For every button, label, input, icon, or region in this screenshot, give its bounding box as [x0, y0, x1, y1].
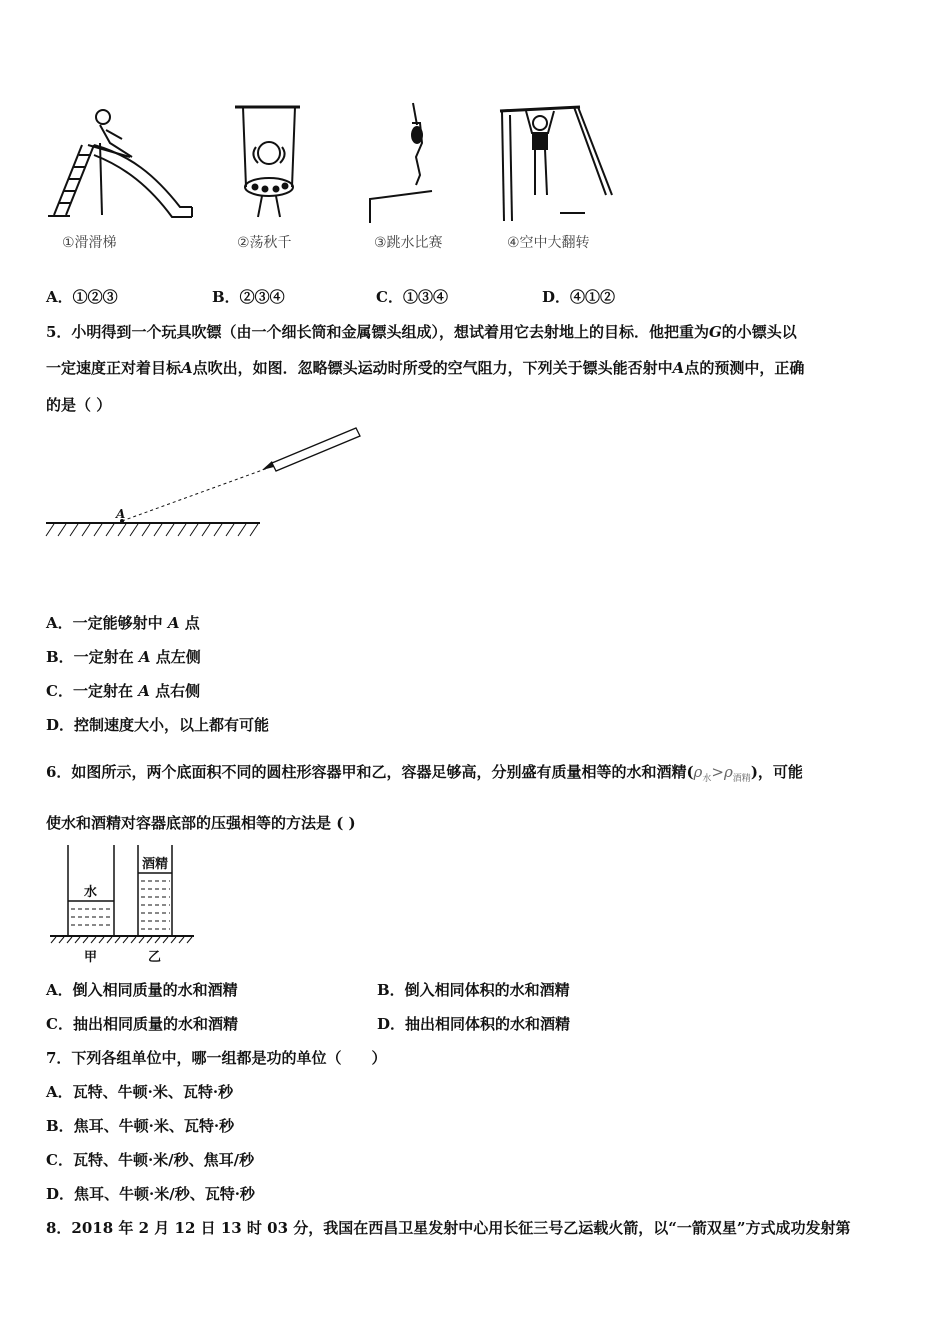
caption-swing: ②荡秋千 [237, 235, 292, 251]
q4-option-a[interactable]: A．①②③ [46, 288, 118, 306]
q6-option-d[interactable]: D．抽出相同体积的水和酒精 [377, 1015, 571, 1033]
caption-diving: ③跳水比赛 [374, 235, 443, 251]
swing-figure [235, 107, 300, 217]
q4-figures [40, 95, 640, 230]
q7-stem: 7．下列各组单位中，哪一组都是功的单位（ ） [46, 1049, 387, 1067]
q7-option-c[interactable]: C．瓦特、牛顿·米/秒、焦耳/秒 [46, 1151, 255, 1169]
target-a-label: A [116, 507, 126, 521]
q4-option-d[interactable]: D．④①② [542, 288, 616, 306]
q6-option-a[interactable]: A．倒入相同质量的水和酒精 [46, 981, 238, 999]
q4-option-b[interactable]: B．②③④ [212, 288, 285, 306]
alcohol-label: 酒精 [142, 857, 169, 872]
q6-containers-figure [44, 843, 204, 965]
q6-stem-line1: 6．如图所示，两个底面积不同的圆柱形容器甲和乙，容器足够高，分别盛有质量相等的水和酒精$(\rho_水>\rho_{酒精})$，可能 [46, 763, 803, 784]
rho-water: $\rho_水$ [693, 763, 712, 784]
q7-option-b[interactable]: B．焦耳、牛顿·米、瓦特·秒 [46, 1117, 235, 1135]
q6-option-c[interactable]: C．抽出相同质量的水和酒精 [46, 1015, 238, 1033]
gymnastics-figure [500, 107, 612, 221]
q5-dart-figure [40, 420, 370, 545]
q7-option-d[interactable]: D．焦耳、牛顿·米/秒、瓦特·秒 [46, 1185, 255, 1203]
q5-option-b[interactable]: B．一定射在 A 点左侧 [46, 648, 201, 666]
q5-stem-line1: 5．小明得到一个玩具吹镖（由一个细长筒和金属镖头组成），想试着用它去射地上的目标．他把重为G的小镖头以 [46, 323, 797, 341]
q8-stem: 8．2018 年 2 月 12 日 13 时 03 分，我国在西昌卫星发射中心用长征三号乙运载火箭，以“一箭双星”方式成功发射第 [46, 1219, 851, 1237]
q5-stem-line3: 的是（ ） [46, 396, 112, 414]
slide-figure [48, 110, 192, 217]
q5-option-a[interactable]: A．一定能够射中 A 点 [46, 614, 200, 632]
rho-alcohol: $\rho_{酒精}$ [723, 763, 751, 784]
q7-option-a[interactable]: A．瓦特、牛顿·米、瓦特·秒 [46, 1083, 234, 1101]
q5-option-d[interactable]: D．控制速度大小，以上都有可能 [46, 716, 270, 734]
q4-option-c[interactable]: C．①③④ [376, 288, 448, 306]
caption-gymnastics: ④空中大翻转 [507, 235, 590, 251]
q5-option-c[interactable]: C．一定射在 A 点右侧 [46, 682, 201, 700]
q6-stem-line2: 使水和酒精对容器底部的压强相等的方法是 ( ) [46, 814, 356, 832]
q6-option-b[interactable]: B．倒入相同体积的水和酒精 [377, 981, 570, 999]
yi-label: 乙 [148, 950, 162, 965]
jia-label: 甲 [84, 950, 98, 965]
caption-slide: ①滑滑梯 [62, 235, 117, 251]
q5-stem-line2: 一定速度正对着目标A点吹出，如图．忽略镖头运动时所受的空气阻力，下列关于镖头能否射中A点的预测中，正确 [46, 359, 805, 377]
water-label: 水 [84, 885, 98, 900]
diving-figure [370, 103, 432, 223]
